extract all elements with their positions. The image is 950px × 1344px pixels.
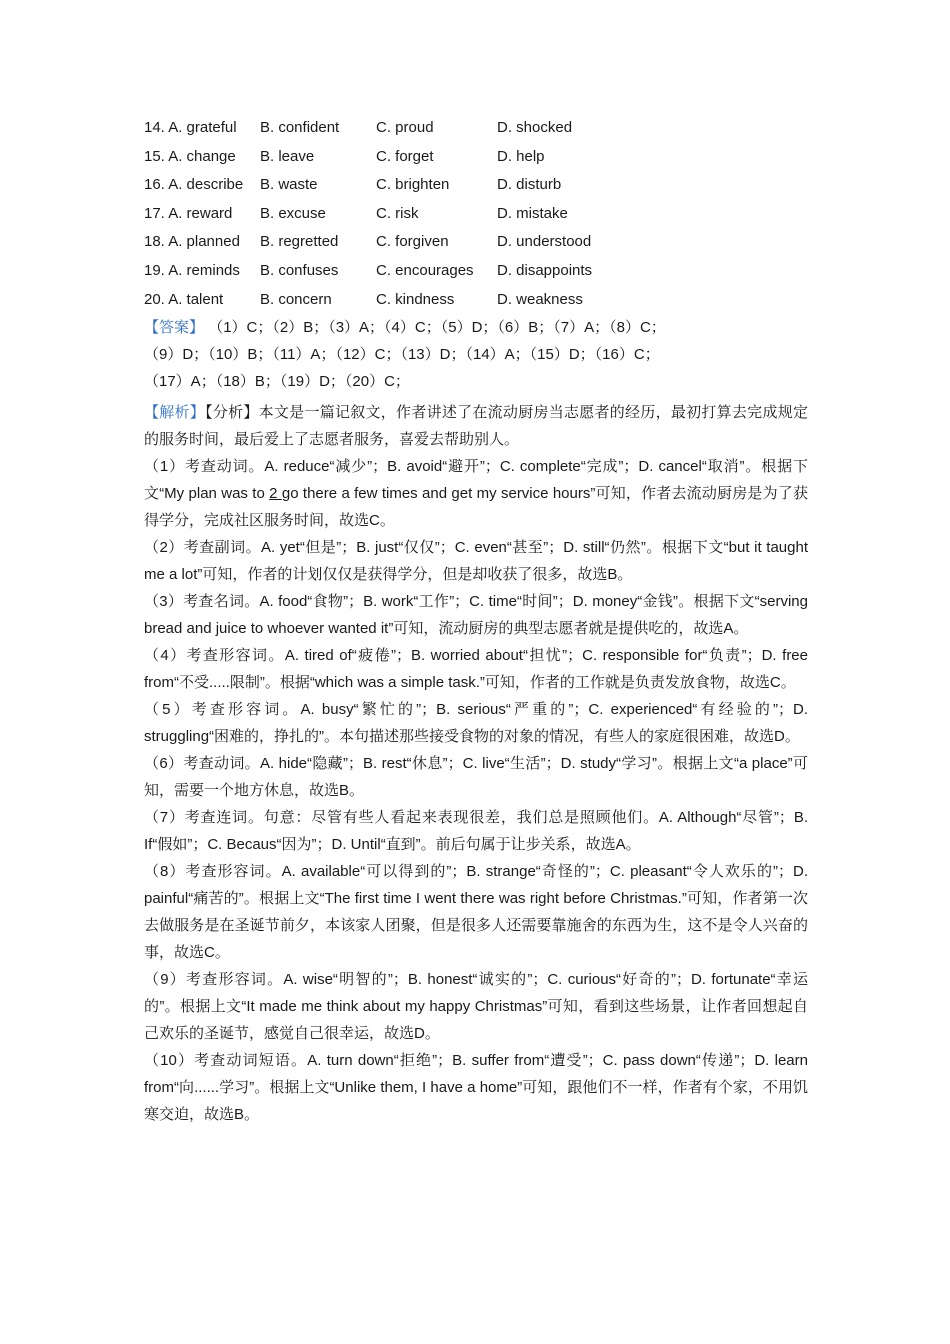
analysis-intro <box>144 399 808 453</box>
option-d: D. disturb <box>497 176 562 194</box>
option-d: D. disappoints <box>497 261 593 279</box>
option-c: C. brighten <box>376 176 450 194</box>
option-a: 18. A. planned <box>144 233 240 251</box>
analysis-item-6: （6）考查动词。A. hide“隐藏”；B. rest“休息”；C. live“生活”；D. study“学习”。根据上文“a place”可知，需要一个地方休息，故选B。 <box>144 755 808 800</box>
option-row-14 <box>144 114 808 143</box>
option-b: B. excuse <box>260 204 326 222</box>
option-row-20 <box>144 286 808 315</box>
option-d: D. mistake <box>497 204 568 222</box>
analysis-item-1 <box>144 453 808 534</box>
option-a: 14. A. grateful <box>144 119 237 136</box>
option-a: 15. A. change <box>144 147 236 165</box>
analysis-text: go there a few times and get my service hours”可知，作者去流动厨房是为了获得学分，完成社区服务时间，故选C。 <box>144 485 808 530</box>
option-d: D. understood <box>497 233 592 251</box>
option-b: B. waste <box>260 176 318 194</box>
option-a: 20. A. talent <box>144 290 224 308</box>
option-b: B. concern <box>260 290 332 308</box>
blank-number: 2 <box>269 485 282 503</box>
answer-section <box>144 314 808 395</box>
answer-line-3: （17）A；（18）B；（19）D；（20）C； <box>144 373 410 391</box>
option-row-16 <box>144 171 808 200</box>
option-row-15 <box>144 143 808 172</box>
option-d: D. help <box>497 147 545 165</box>
content-area <box>144 114 808 1128</box>
option-c: C. proud <box>376 119 434 136</box>
analysis-text: （1）考查动词。A. reduce“减少”；B. avoid“避开”；C. complete“完成”；D. cancel“取消”。根据下文“My plan was to <box>144 458 808 503</box>
analysis-item-5: （5）考查形容词。A. busy“繁忙的”；B. serious“严重的”；C. experienced“有经验的”；D. struggling“困难的，挣扎的”。本句描述那些接受食物的对象的情况，有些人的家庭很困难，故选D。 <box>144 701 808 746</box>
analysis-tag: 【解析】 <box>144 404 206 422</box>
option-row-19 <box>144 257 808 286</box>
option-row-18 <box>144 228 808 257</box>
analysis-item-8: （8）考查形容词。A. available“可以得到的”；B. strange“奇怪的”；C. pleasant“令人欢乐的”；D. painful“痛苦的”。根据上文“The first time I went there was right before Christmas.”可知，作者第一次去做服务是在圣诞节前夕，本该家人团聚，但是很多人还需要靠施舍的东西为生，这不是令人兴奋的事，故选C。 <box>144 863 808 962</box>
option-a: 16. A. describe <box>144 176 244 194</box>
analysis-item-4: （4）考查形容词。A. tired of“疲倦”；B. worried about“担忧”；C. responsible for“负责”；D. free from“不受.....限制”。根据“which was a simple task.”可知，作者的工作就是负责发放食物，故选C。 <box>144 647 808 692</box>
option-a: 19. A. reminds <box>144 261 240 279</box>
option-b: B. confident <box>260 119 340 136</box>
analysis-item-3: （3）考查名词。A. food“食物”；B. work“工作”；C. time“时间”；D. money“金钱”。根据下文“serving bread and juice to whoever wanted it”可知，流动厨房的典型志愿者就是提供吃的，故选A。 <box>144 593 808 638</box>
analysis-summary: 【分析】本文是一篇记叙文，作者讲述了在流动厨房当志愿者的经历，最初打算去完成规定的服务时间，最后爱上了志愿者服务，喜爱去帮助别人。 <box>144 404 808 449</box>
answer-line-2: （9）D；（10）B；（11）A；（12）C；（13）D；（14）A；（15）D；（16）C； <box>144 346 660 364</box>
option-b: B. regretted <box>260 233 339 251</box>
option-c: C. risk <box>376 204 419 222</box>
option-b: B. confuses <box>260 261 339 279</box>
option-d: D. weakness <box>497 290 583 308</box>
option-b: B. leave <box>260 147 315 165</box>
option-c: C. kindness <box>376 290 455 308</box>
answer-line-1 <box>144 314 808 341</box>
analysis-item-10: （10）考查动词短语。A. turn down“拒绝”；B. suffer from“遭受”；C. pass down“传递”；D. learn from“向......学习”。根据上文“Unlike them, I have a home”可知，跟他们不一样，作者有个家，不用饥寒交迫，故选B。 <box>144 1052 808 1124</box>
option-c: C. forget <box>376 147 434 165</box>
answer-tag: 【答案】 <box>144 319 205 337</box>
analysis-item-9: （9）考查形容词。A. wise“明智的”；B. honest“诚实的”；C. curious“好奇的”；D. fortunate“幸运的”。根据上文“It made me think about my happy Christmas”可知，看到这些场景，让作者回想起自己欢乐的圣诞节，感觉自己很幸运，故选D。 <box>144 971 808 1043</box>
option-d: D. shocked <box>497 119 573 136</box>
option-row-17 <box>144 200 808 229</box>
analysis-item-7: （7）考查连词。句意：尽管有些人看起来表现很差，我们总是照顾他们。A. Although“尽管”；B. If“假如”；C. Becaus“因为”；D. Until“直到”。前后句属于让步关系，故选A。 <box>144 809 808 854</box>
option-a: 17. A. reward <box>144 204 233 222</box>
answer-text: （1）C；（2）B；（3）A；（4）C；（5）D；（6）B；（7）A；（8）C； <box>208 319 666 337</box>
analysis-section <box>144 399 808 1128</box>
analysis-item-2: （2）考查副词。A. yet“但是”；B. just“仅仅”；C. even“甚至”；D. still“仍然”。根据下文“but it taught me a lot”可知，作者的计划仅仅是获得学分，但是却收获了很多，故选B。 <box>144 539 808 584</box>
option-c: C. encourages <box>376 261 474 279</box>
option-c: C. forgiven <box>376 233 449 251</box>
options-list <box>144 114 808 314</box>
